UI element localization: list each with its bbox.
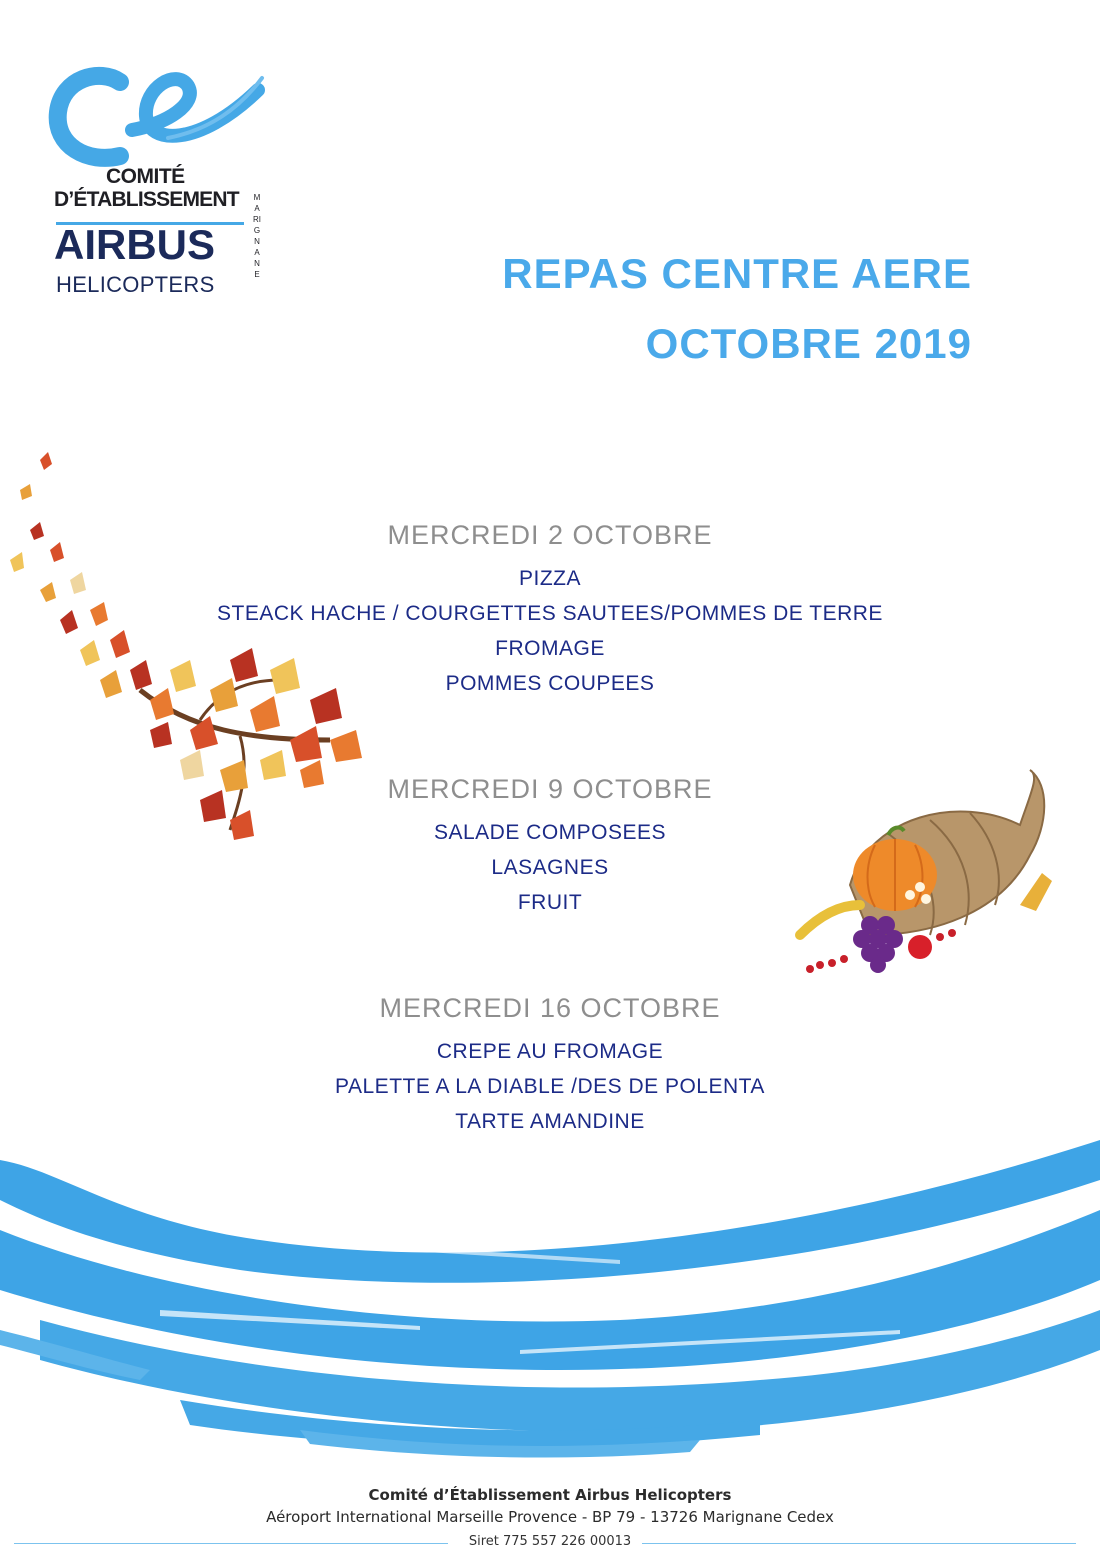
page-subtitle: OCTOBRE 2019 (645, 320, 972, 367)
dish-item: LASAGNES (491, 856, 609, 879)
menu-day-1 (0, 520, 1100, 701)
day-heading: MERCREDI 16 OCTOBRE (379, 993, 721, 1023)
logo-airbus-text: AIRBUS (54, 221, 216, 268)
logo-helicopters-text: HELICOPTERS (56, 272, 215, 297)
logo-comite-text: COMITÉ (106, 165, 185, 188)
dish-item: TARTE AMANDINE (455, 1110, 645, 1133)
logo-marignane-text: MARIGNANE (253, 193, 261, 279)
logo-etablissement-text: D’ÉTABLISSEMENT (54, 188, 239, 211)
footer-line-right (642, 1543, 1076, 1544)
dish-item: STEACK HACHE / COURGETTES SAUTEES/POMMES DE TERRE (217, 602, 883, 625)
dish-item: PALETTE A LA DIABLE /DES DE POLENTA (335, 1075, 765, 1098)
footer-siret: Siret 775 557 226 00013 (468, 1534, 632, 1549)
ce-swoosh-icon (48, 60, 278, 170)
menu-day-2 (0, 774, 1100, 920)
menu-day-3 (0, 993, 1100, 1139)
dish-item: PIZZA (518, 567, 581, 590)
page-title: REPAS CENTRE AERE (502, 250, 972, 297)
dish-item: SALADE COMPOSEES (433, 821, 667, 844)
ce-airbus-logo (48, 60, 278, 310)
dish-item: CREPE AU FROMAGE (436, 1040, 664, 1063)
footer-address: Aéroport International Marseille Provence - BP 79 - 13726 Marignane Cedex (266, 1508, 834, 1526)
dish-item: POMMES COUPEES (445, 672, 655, 695)
footer-organization: Comité d’Établissement Airbus Helicopters (368, 1486, 732, 1504)
day-heading: MERCREDI 9 OCTOBRE (387, 774, 713, 804)
blue-wave-decoration (0, 1130, 1100, 1470)
dish-item: FRUIT (517, 891, 583, 914)
day-heading: MERCREDI 2 OCTOBRE (387, 520, 713, 550)
dish-item: FROMAGE (495, 637, 605, 660)
